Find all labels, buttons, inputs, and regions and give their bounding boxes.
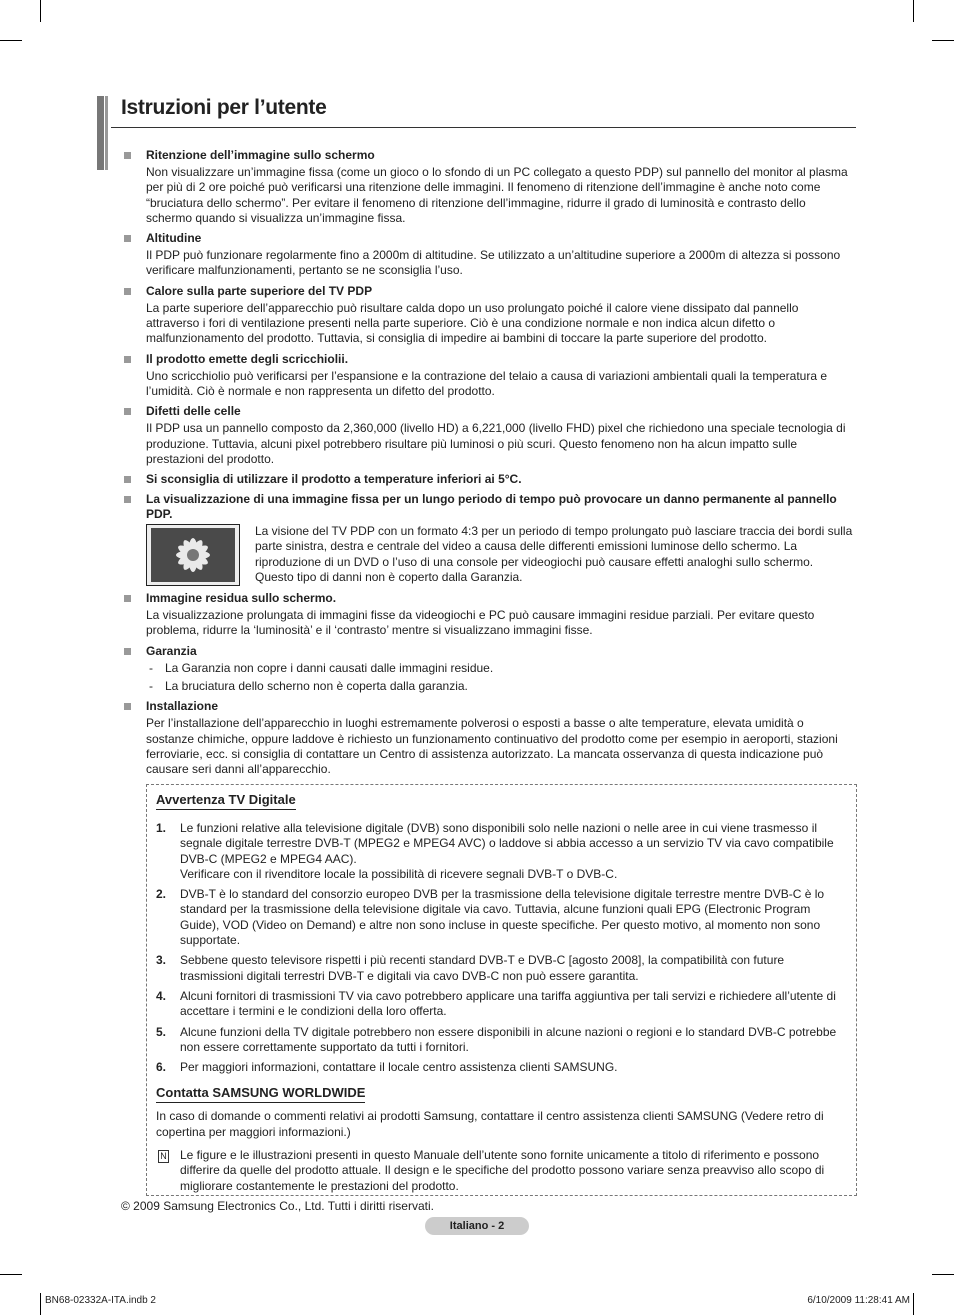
item-number: 3. [156,953,167,968]
flower-image [146,524,240,586]
item-text: Uno scricchiolio può verificarsi per l’espansione e la contrazione del telaio a causa di variazioni ambientali quali la temperatura e l’umidità. Ciò è normale e non rappresenta un difetto del prodotto. [146,368,828,398]
crop-mark [932,40,954,41]
list-item [121,699,854,777]
item-number: 6. [156,1060,167,1075]
list-item [121,352,854,400]
item-text: Alcuni fornitori di trasmissioni TV via cavo potrebbero applicare una tariffa aggiuntiva per tali servizi e richiedere all’utente di accettare i termini e le condizioni della loro offerta. [180,988,836,1019]
footer-file: BN68-02332A-ITA.indb 2 [45,1295,156,1306]
square-bullet-icon [124,408,131,415]
list-item [121,472,854,487]
item-number: 4. [156,988,167,1003]
image-row [146,524,854,586]
page-title: Istruzioni per l’utente [121,96,327,119]
item-heading: Calore sulla parte superiore del TV PDP [146,283,373,298]
item-number: 5. [156,1024,167,1039]
numbered-item [156,887,846,948]
item-text: Le funzioni relative alla televisione digitale (DVB) sono disponibili solo nelle nazioni o nelle aree in cui viene trasmesso il segnale digitale terrestre DVB-T (MPEG2 e MPEG4 AVC) o laddove si abbia accesso a un servizio TV via cavo compatibile DVB-C (MPEG2 e MPEG4 AAC). [180,821,834,866]
item-number: 1. [156,821,167,835]
numbered-item [156,989,846,1020]
box-heading: Avvertenza TV Digitale [156,792,296,810]
contact-text: In caso di domande o commenti relativi ai prodotti Samsung, contattare il centro assistenza clienti SAMSUNG (Vedere retro di copertina per maggiori informazioni.) [156,1109,824,1139]
list-item [121,231,854,279]
item-number: 2. [156,887,167,902]
item-text: Non visualizzare un’immagine fissa (come un gioco o lo sfondo di un PC collegato a questo PDP) sul pannello del monitor al plasma per più di 2 ore poiché può verificarsi una ritenzione delle immagini. Il fenomeno di ritenzione dell’immagine è anche noto come “bruciatura dello schermo”. Per evitare il fenomeno di ritenzione dell’immagine, ridurre il grado di luminosità e contrasto dello schermo quando si visualizza un’immagine fissa. [146,165,848,225]
crop-mark [913,0,914,22]
item-heading: Il prodotto emette degli scricchiolii. [146,351,349,366]
crop-mark [40,1293,41,1315]
numbered-item [156,1025,846,1056]
square-bullet-icon [124,288,131,295]
title-decoration [97,96,111,170]
square-bullet-icon [124,152,131,159]
title-rule [111,127,856,128]
note-icon: N [158,1150,169,1163]
note [156,1148,846,1194]
item-text: Il PDP può funzionare regolarmente fino a 2000m di altitudine. Se utilizzato a un’altitudine superiore a 2000m di altezza si possono verificare malfunzionamenti, pertanto se ne sconsiglia l’uso. [146,248,841,278]
item-heading: La visualizzazione di una immagine fissa per un lungo periodo di tempo può provocare un danno permanente al pannello PDP. [146,492,837,522]
square-bullet-icon [124,235,131,242]
item-text: Per l’installazione dell’apparecchio in luoghi estremamente polverosi o esposti a basse o alte temperature, elevata umidità o sostanze chimiche, oppure laddove è richiesto un funzionamento continuativo del prodotto come per esempio in aeroporti, stazioni ferroviarie, ecc. si consiglia di contattare un Centro di assistenza autorizzato. La mancata osservanza di questa indicazione può causare seri danni all’apparecchio. [146,716,838,777]
item-text: Sebbene questo televisore rispetti i più recenti standard DVB-T e DVB-C [agosto 2008], la compatibilità con future trasmissioni digitali terrestri DVB-T e digitali via cavo DVB-C non può essere garantita. [180,953,785,983]
item-text: Il PDP usa un pannello composto da 2,360,000 (livello HD) a 6,221,000 (livello FHD) pixel che richiedono una speciale tecnologia di produzione. Tuttavia, alcuni pixel potrebbero risultare più luminosi o più scuri. Questo fenomeno non ha alcun impatto sulle prestazioni del prodotto. [146,421,846,466]
item-heading: Installazione [146,699,219,714]
square-bullet-icon [124,496,131,503]
crop-mark [40,0,41,22]
list-item [121,284,854,347]
numbered-item [156,1060,846,1075]
item-text: Per maggiori informazioni, contattare il locale centro assistenza clienti SAMSUNG. [180,1060,618,1075]
item-text: La parte superiore dell’apparecchio può risultare calda dopo un uso prolungato poiché il calore viene dissipato dal pannello attraverso i fori di ventilazione presenti nella parte superiore. Ciò è una condizione normale e non indica alcun difetto o malfunzionamento del prodotto. Tuttavia, si consiglia di impedire ai bambini di toccare la parte superiore del prodotto. [146,300,799,346]
item-text: DVB-T è lo standard del consorzio europeo DVB per la trasmissione della televisione digitale terrestre mentre DVB-C è lo standard per la trasmissione della televisione digitale via cavo. Tuttavia, alcune funzioni quali EPG (Electronic Program Guide), VOD (Video on Demand) e altre non sono incluse in queste specifiche. Per questo motivo, al momento non sono supportate. [180,887,825,948]
box-heading: Contatta SAMSUNG WORLDWIDE [156,1085,365,1103]
crop-mark [913,1293,914,1315]
main-content [121,148,854,778]
item-text: Alcune funzioni della TV digitale potrebbero non essere disponibili in alcune nazioni o regioni e lo standard DVB-C potrebbe non essere correttamente supportato da tutti i fornitori. [180,1024,837,1054]
item-text: La visualizzazione prolungata di immagini fisse da videogiochi e PC può causare immagini residue parziali. Per evitare questo problema, ridurre la ‘luminosità’ e il ‘contrasto’ mentre si visualizzano immagini fisse. [146,608,815,638]
item-text: Verificare con il rivenditore locale la possibilità di ricevere segnali DVB-T o DVB-C. [180,866,618,881]
square-bullet-icon [124,703,131,710]
item-heading: Garanzia [146,643,197,658]
list-item: - La Garanzia non copre i danni causati dalle immagini residue. [149,660,494,675]
square-bullet-icon [124,595,131,602]
item-heading: Ritenzione dell’immagine sullo schermo [146,148,375,162]
list-item-text: La Garanzia non copre i danni causati dalle immagini residue. [165,660,494,675]
crop-mark [0,1274,22,1275]
item-heading: Immagine residua sullo schermo. [146,591,337,606]
garanzia-list [146,661,854,695]
note-text: Le figure e le illustrazioni presenti in questo Manuale dell’utente sono fornite unicamente a titolo di riferimento e possono differire da quelle del prodotto attuale. Il design e le specifiche del prodotto possono variare senza preavviso allo scopo di migliorare costantemente le prestazioni del prodotto. [180,1148,825,1193]
image-caption: La visione del TV PDP con un formato 4:3 per un periodo di tempo prolungato può lasciare traccia dei bordi sulla parte sinistra, destra e centrale del video a causa delle differenti emissioni luminose dello schermo. La riproduzione di un DVD o l’uso di una console per videogiochi può causare effetti analoghi sullo schermo. Questo tipo di danni non è coperto dalla Garanzia. [255,524,853,585]
square-bullet-icon [124,356,131,363]
list-item [121,644,854,695]
crop-mark [0,40,22,41]
list-item-text: La bruciatura dello scherno non è coperta dalla garanzia. [165,679,468,694]
list-item: - La bruciatura dello scherno non è coperta dalla garanzia. [149,679,468,694]
page-number-badge: Italiano - 2 [425,1217,529,1235]
crop-mark [932,1274,954,1275]
list-item [121,404,854,467]
copyright: © 2009 Samsung Electronics Co., Ltd. Tutti i diritti riservati. [121,1199,434,1213]
item-heading: Difetti delle celle [146,404,241,419]
numbered-item [156,821,846,882]
square-bullet-icon [124,476,131,483]
numbered-item [156,953,846,984]
list-item [121,492,854,586]
square-bullet-icon [124,648,131,655]
footer-timestamp: 6/10/2009 11:28:41 AM [807,1295,910,1306]
digital-tv-notice-box [146,784,857,1196]
list-item [121,148,854,226]
item-heading: Si sconsiglia di utilizzare il prodotto a temperature inferiori ai 5°C. [146,472,522,487]
list-item [121,591,854,639]
item-heading: Altitudine [146,231,202,246]
